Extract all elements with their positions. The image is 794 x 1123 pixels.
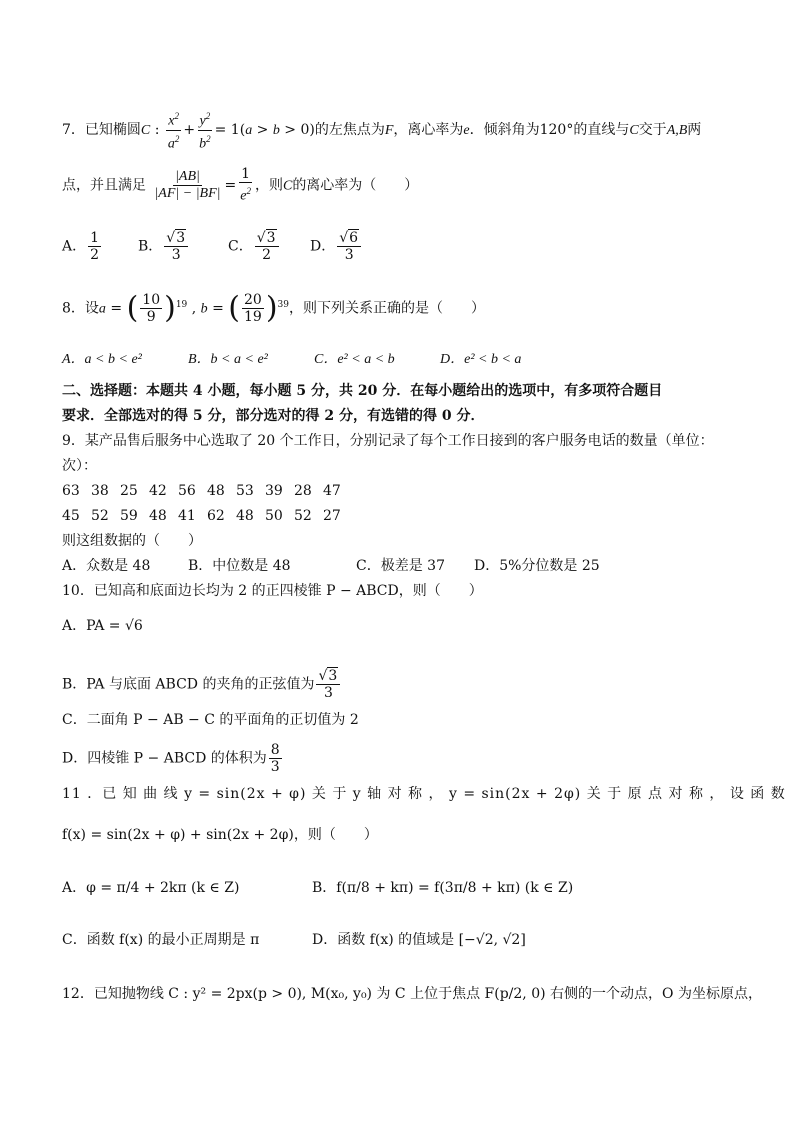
q10-option-d: D．四棱锥 P − ABCD 的体积为 $\frac{8}{3}$ bbox=[62, 742, 280, 775]
q8-option-d: D．e² < b < a bbox=[440, 352, 522, 367]
q11-stem-line2: f(x) = sin(2x + φ) + sin(2x + 2φ)，则（ ） bbox=[62, 827, 378, 843]
data-cell: 28 bbox=[294, 483, 312, 499]
data-cell: 59 bbox=[120, 508, 138, 524]
q8-option-a: A．a < b < e² bbox=[62, 352, 142, 367]
fraction: $\frac{|AB|}{|AF| - |BF|}$ bbox=[154, 168, 221, 201]
q7-option-a: A． $\frac{1}{2}$ bbox=[62, 230, 100, 263]
q8-option-c: C．e² < a < b bbox=[314, 352, 395, 367]
q7-C: C bbox=[629, 123, 639, 139]
section2-line2: 要求．全部选对的得 5 分，部分选对的得 2 分，有选错的得 0 分． bbox=[62, 408, 485, 424]
q7-option-b: B． $\frac{√3}{3}$ bbox=[138, 230, 190, 263]
q8-text: ，则下列关系正确的是（ ） bbox=[289, 300, 485, 317]
data-cell: 45 bbox=[62, 508, 80, 524]
data-cell: 48 bbox=[236, 508, 254, 524]
data-cell: 48 bbox=[207, 483, 225, 499]
q7-number: 7． bbox=[62, 122, 85, 139]
data-cell: 53 bbox=[236, 483, 254, 499]
q7-text: 交于 bbox=[638, 122, 667, 139]
q7-text: 已知椭圆 bbox=[84, 122, 141, 139]
q7-ellipse-C: C bbox=[140, 123, 151, 139]
q7-text: 的直线与 bbox=[573, 122, 630, 139]
data-cell: 52 bbox=[91, 508, 109, 524]
data-cell: 25 bbox=[120, 483, 138, 499]
data-cell: 39 bbox=[265, 483, 283, 499]
q7-stem-line1: 7．已知椭圆C : $\frac{x^2}{a^2}$ + $\frac{y^2}{b^2}$ = 1(a > b > 0)的左焦点为F，离心率为e．倾斜角为120°的直线与C交于A,B两 bbox=[62, 108, 701, 152]
q11-option-a: A．φ = π/4 + 2kπ (k ∈ Z) bbox=[62, 880, 240, 896]
q7-text: ，则 bbox=[254, 177, 283, 194]
data-cell: 52 bbox=[294, 508, 312, 524]
data-cell: 27 bbox=[323, 508, 341, 524]
q10-option-b: B．PA 与底面 ABCD 的夹角的正弦值为 $\frac{√3}{3}$ bbox=[62, 668, 342, 701]
q9-data-row2 bbox=[62, 506, 352, 526]
q7-text: ，离心率为 bbox=[393, 122, 464, 139]
fraction: $\frac{y^2}{b^2}$ bbox=[197, 108, 213, 152]
q7-text: 的离心率为（ ） bbox=[292, 177, 419, 194]
q9-stem-line1: 9．某产品售后服务中心选取了 20 个工作日，分别记录了每个工作日接到的客户服务电话的数量（单位： bbox=[62, 433, 714, 449]
q8-number: 8．设 bbox=[62, 300, 99, 317]
q7-text: 点，并且满足 bbox=[62, 177, 146, 194]
q7-focus: F bbox=[384, 123, 394, 139]
q8-stem: 8．设a = ( $\frac{10}{9}$ )$^{19}$ , b = ( $\frac{20}{19}$ )$^{39}$，则下列关系正确的是（ ） bbox=[62, 290, 485, 326]
q10-option-b-text: B．PA 与底面 ABCD 的夹角的正弦值为 bbox=[62, 676, 315, 693]
data-cell: 47 bbox=[323, 483, 341, 499]
data-cell: 48 bbox=[149, 508, 167, 524]
fraction: $\frac{x^2}{a^2}$ bbox=[166, 108, 182, 152]
q11-option-d: D．函数 f(x) 的值域是 [−√2, √2] bbox=[312, 932, 526, 948]
q9-stem-line2: 次）： bbox=[62, 458, 97, 474]
data-cell: 41 bbox=[178, 508, 196, 524]
data-cell: 56 bbox=[178, 483, 196, 499]
data-cell: 50 bbox=[265, 508, 283, 524]
data-cell: 63 bbox=[62, 483, 80, 499]
q10-option-c: C．二面角 P − AB − C 的平面角的正切值为 2 bbox=[62, 712, 359, 728]
q7-text: ．倾斜角为 bbox=[469, 122, 540, 139]
q7-angle: 120° bbox=[539, 122, 574, 139]
q7-text: 的左焦点为 bbox=[314, 122, 385, 139]
q10-stem: 10．已知高和底面边长均为 2 的正四棱锥 P − ABCD，则（ ） bbox=[62, 583, 483, 599]
q7-text: 两 bbox=[687, 122, 702, 139]
q11-stem-line1: 11 ．已 知 曲 线 y = sin(2x + φ) 关 于 y 轴 对 称 ， y = sin(2x + 2φ) 关 于 原 点 对 称 ， 设 函 数 bbox=[62, 786, 786, 802]
q11-option-b: B．f(π/8 + kπ) = f(3π/8 + kπ) (k ∈ Z) bbox=[312, 880, 574, 896]
q9-option-b: B．中位数是 48 bbox=[188, 558, 291, 574]
q12-stem-line1: 12．已知抛物线 C : y² = 2px(p > 0), M(x₀, y₀) 为 C 上位于焦点 F(p/2, 0) 右侧的一个动点，O 为坐标原点， bbox=[62, 986, 762, 1002]
data-cell: 38 bbox=[91, 483, 109, 499]
q9-data-row1 bbox=[62, 481, 352, 501]
q9-option-c: C．极差是 37 bbox=[356, 558, 445, 574]
data-cell: 62 bbox=[207, 508, 225, 524]
q10-option-d-text: D．四棱锥 P − ABCD 的体积为 bbox=[62, 750, 267, 767]
fraction: $\frac{1}{e^2}$ bbox=[240, 166, 251, 204]
q7-option-d: D． $\frac{√6}{3}$ bbox=[310, 230, 363, 263]
q9-option-d: D．5%分位数是 25 bbox=[474, 558, 600, 574]
q7-C: C bbox=[282, 178, 293, 194]
q9-option-a: A．众数是 48 bbox=[62, 558, 151, 574]
q10-option-a: A．PA = √6 bbox=[62, 618, 143, 634]
q7-stem-line2: 点，并且满足 $\frac{|AB|}{|AF| - |BF|}$ = $\frac{1}{e^2}$ ，则C的离心率为（ ） bbox=[62, 166, 419, 204]
data-cell: 42 bbox=[149, 483, 167, 499]
q8-option-b: B．b < a < e² bbox=[188, 352, 268, 367]
q7-option-c: C． $\frac{√3}{2}$ bbox=[228, 230, 281, 263]
q11-option-c: C．函数 f(x) 的最小正周期是 π bbox=[62, 932, 260, 948]
q7-e: e bbox=[463, 123, 470, 139]
section2-line1: 二、选择题：本题共 4 小题，每小题 5 分，共 20 分．在每小题给出的选项中，有多项符合题目 bbox=[62, 383, 663, 399]
q9-ask: 则这组数据的（ ） bbox=[62, 533, 202, 549]
q7-AB: A,B bbox=[666, 123, 688, 139]
